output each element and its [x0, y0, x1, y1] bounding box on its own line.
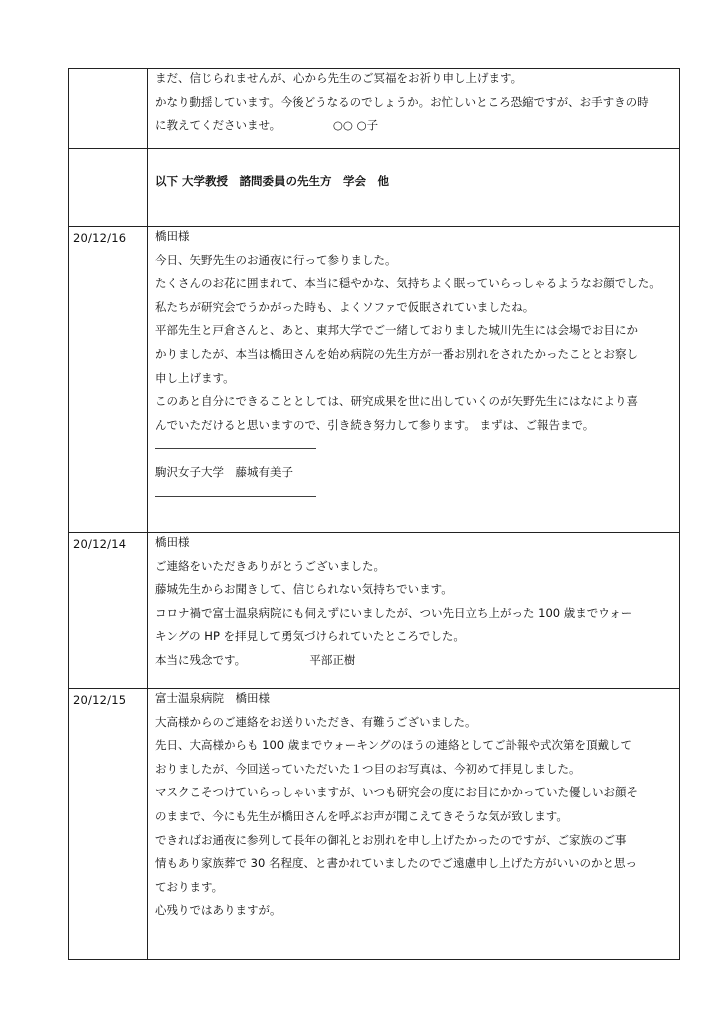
message-line: 今日、矢野先生のお通夜に行って参りました。 [155, 252, 397, 267]
message-line: ております。 [155, 879, 224, 894]
message-line: 心残りではありますが。 [155, 903, 282, 918]
row-date: 20/12/14 [73, 537, 127, 551]
separator-line: ―――――――――――――― [155, 441, 316, 456]
row-message [155, 531, 675, 673]
message-line: かりましたが、本当は橋田さんを始め病院の先生方が一番お別れをされたかったこととお察し [155, 346, 638, 361]
separator-line: ―――――――――――――― [155, 488, 316, 503]
message-line: 先日、大高様からも 100 歳までウォーキングのほうの連絡としてご訃報や式次第を頂戴して [155, 738, 632, 753]
column-divider [147, 533, 148, 688]
message-line: 私たちが研究会でうかがった時も、よくソファで仮眠されていましたね。 [155, 299, 535, 314]
signature-line: 駒沢女子大学 藤城有美子 [155, 464, 293, 479]
message-line: に教えてくださいませ。 ○○ ○子 [155, 118, 379, 133]
section-heading [155, 170, 675, 194]
table-row [69, 227, 679, 533]
message-table [68, 68, 680, 960]
message-line: マスクこそつけていらっしゃいますが、いつも研究会の度にお目にかかっていた優しいお顔そ [155, 785, 638, 800]
message-line: ご連絡をいただきありがとうございました。 [155, 558, 385, 573]
table-row [69, 533, 679, 689]
message-line: のままで、今にも先生が橋田さんを呼ぶお声が聞こえてきそうな気が致します。 [155, 808, 568, 823]
table-row [69, 149, 679, 227]
column-divider [147, 227, 148, 532]
message-line: できればお通夜に参列して長年の御礼とお別れを申し上げたかったのですが、ご家族のご事 [155, 832, 627, 847]
message-line: まだ、信じられませんが、心から先生のご冥福をお祈り申し上げます。 [155, 71, 523, 85]
table-row [69, 69, 679, 149]
row-message [155, 687, 675, 923]
column-divider [147, 149, 148, 226]
message-line: キングの HP を拝見して勇気づけられていたところでした。 [155, 629, 465, 644]
row-date: 20/12/15 [73, 693, 127, 707]
message-line: 平部先生と戸倉さんと、あと、東邦大学でご一緒しておりました城川先生には会場でお目にか [155, 323, 638, 338]
message-line: 以下 大学教授 諮問委員の先生方 学会 他 [155, 174, 390, 188]
message-line: 藤城先生からお聞きして、信じられない気持ちでいます。 [155, 582, 453, 597]
message-line: このあと自分にできることとしては、研究成果を世に出していくのが矢野先生にはなにより喜 [155, 394, 638, 409]
message-line: んでいただけると思いますので、引き続き努力して参ります。 まずは、ご報告まで。 [155, 417, 595, 432]
message-line: 大高様からのご連絡をお送りいただき、有難うございました。 [155, 714, 477, 729]
row-message [155, 67, 675, 138]
message-line: たくさんのお花に囲まれて、本当に穏やかな、気持ちよく眠っていらっしゃるようなお顔でした。 [155, 276, 661, 291]
message-line: コロナ禍で富士温泉病院にも伺えずにいましたが、つい先日立ち上がった 100 歳までウォー [155, 605, 633, 620]
message-line: 申し上げます。 [155, 370, 235, 385]
message-line: かなり動揺しています。今後どうなるのでしょうか。お忙しいところ恐縮ですが、お手すきの時 [155, 94, 649, 109]
column-divider [147, 689, 148, 959]
message-line: 橋田様 [155, 535, 190, 549]
message-line: 橋田様 [155, 229, 190, 243]
row-date: 20/12/16 [73, 231, 127, 245]
column-divider [147, 69, 148, 148]
row-message [155, 225, 675, 508]
message-line: 情もあり家族葬で 30 名程度、と書かれていましたのでご遠慮申し上げた方がいいのかと思っ [155, 856, 637, 871]
table-row [69, 689, 679, 959]
signature-line: 本当に残念です。 平部正樹 [155, 652, 356, 667]
message-line: おりましたが、今回送っていただいた１つ目のお写真は、今初めて拝見しました。 [155, 761, 581, 776]
message-line: 富士温泉病院 橋田様 [155, 691, 270, 705]
